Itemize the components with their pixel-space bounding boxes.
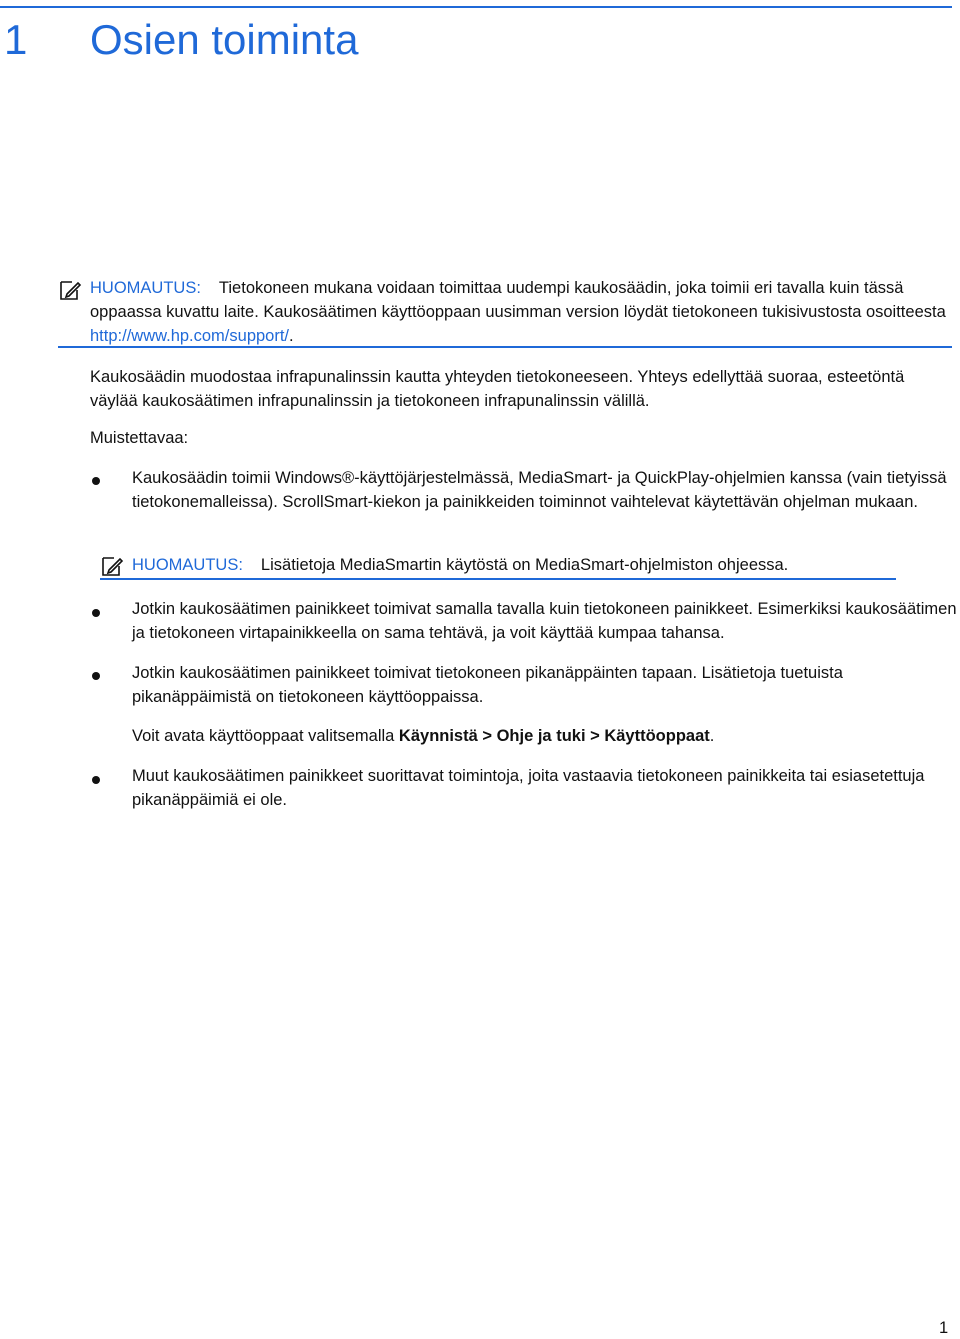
bullet-item-windows: Kaukosäädin toimii Windows®-käyttöjärjestelmässä, MediaSmart- ja QuickPlay-ohjelmien kanssa (vain tietyissä tietokonemalleissa). ScrollSmart-kiekon ja painikkeiden toiminnot vaihtelevat käytettävän ohjelman mukaan. [132, 469, 947, 511]
note-text-line1: Tietokoneen mukana voidaan toimittaa uudempi kaukosäädin, joka toimii eri tavalla [218, 279, 825, 297]
menu-path-help: Ohje ja tuki [496, 727, 586, 745]
support-link[interactable]: http://www.hp.com/support/ [90, 327, 290, 345]
remember-label: Muistettavaa: [90, 429, 189, 447]
bullet-item-hotkeys: Jotkin kaukosäätimen painikkeet toimivat tietokoneen pikanäppäinten tapaan. Lisätietoja tuetuista pikanäppäimistä on tietokoneen käyttöoppaissa. [132, 664, 843, 706]
note-content [132, 553, 896, 577]
bullet-dot [92, 477, 100, 485]
note-label: HUOMAUTUS: [132, 556, 243, 574]
page-number: 1 [939, 1319, 949, 1337]
sub-prefix: Voit avata käyttöoppaat valitsemalla [132, 727, 399, 745]
note-pencil-icon [58, 278, 82, 302]
note-label: HUOMAUTUS: [90, 279, 201, 297]
menu-path-separator: > [585, 727, 605, 745]
note-text: Lisätietoja MediaSmartin käytöstä on MediaSmart-ohjelmiston ohjeessa. [260, 556, 789, 574]
note-box-mediasmart [100, 553, 896, 580]
note-box [58, 276, 952, 348]
note-pencil-icon [100, 554, 124, 578]
chapter-title: Osien toiminta [90, 16, 359, 63]
bullet-item-buttons: Jotkin kaukosäätimen painikkeet toimivat samalla tavalla kuin tietokoneen painikkeet. Esimerkiksi kaukosäätimen ja tietokoneen virtapainikkeella on sama tehtävä, ja voit käyttää kumpaa tahansa. [132, 600, 957, 642]
bullet-item-other-buttons: Muut kaukosäätimen painikkeet suorittavat toimintoja, joita vastaavia tietokoneen painikkeita tai esiasetettuja pikanäppäimiä ei ole. [132, 767, 925, 809]
menu-path-guides: Käyttöoppaat [604, 727, 710, 745]
chapter-rule [0, 6, 952, 8]
bullet-dot [92, 776, 100, 784]
bullet-subparagraph [132, 724, 956, 748]
note-content [90, 276, 952, 348]
sub-suffix: . [709, 727, 715, 745]
bullet-dot [92, 672, 100, 680]
menu-path-start: Käynnistä [398, 727, 478, 745]
chapter-number: 1 [4, 16, 28, 63]
chapter-heading [0, 0, 960, 70]
intro-paragraph: Kaukosäädin muodostaa infrapunalinssin kautta yhteyden tietokoneeseen. Yhteys edellyttää suoraa, esteetöntä väylää kaukosäätimen infrapunalinssin ja tietokoneen infrapunalinssin välillä. [90, 368, 905, 410]
note-text: kuin tässä oppaassa kuvattu laite. Kaukosäätimen käyttöoppaan uusimman version löydät tietokoneen tukisivustosta osoitteesta [90, 279, 946, 321]
menu-path-separator: > [477, 727, 497, 745]
bullet-dot [92, 609, 100, 617]
note-text-end: . [289, 327, 294, 345]
